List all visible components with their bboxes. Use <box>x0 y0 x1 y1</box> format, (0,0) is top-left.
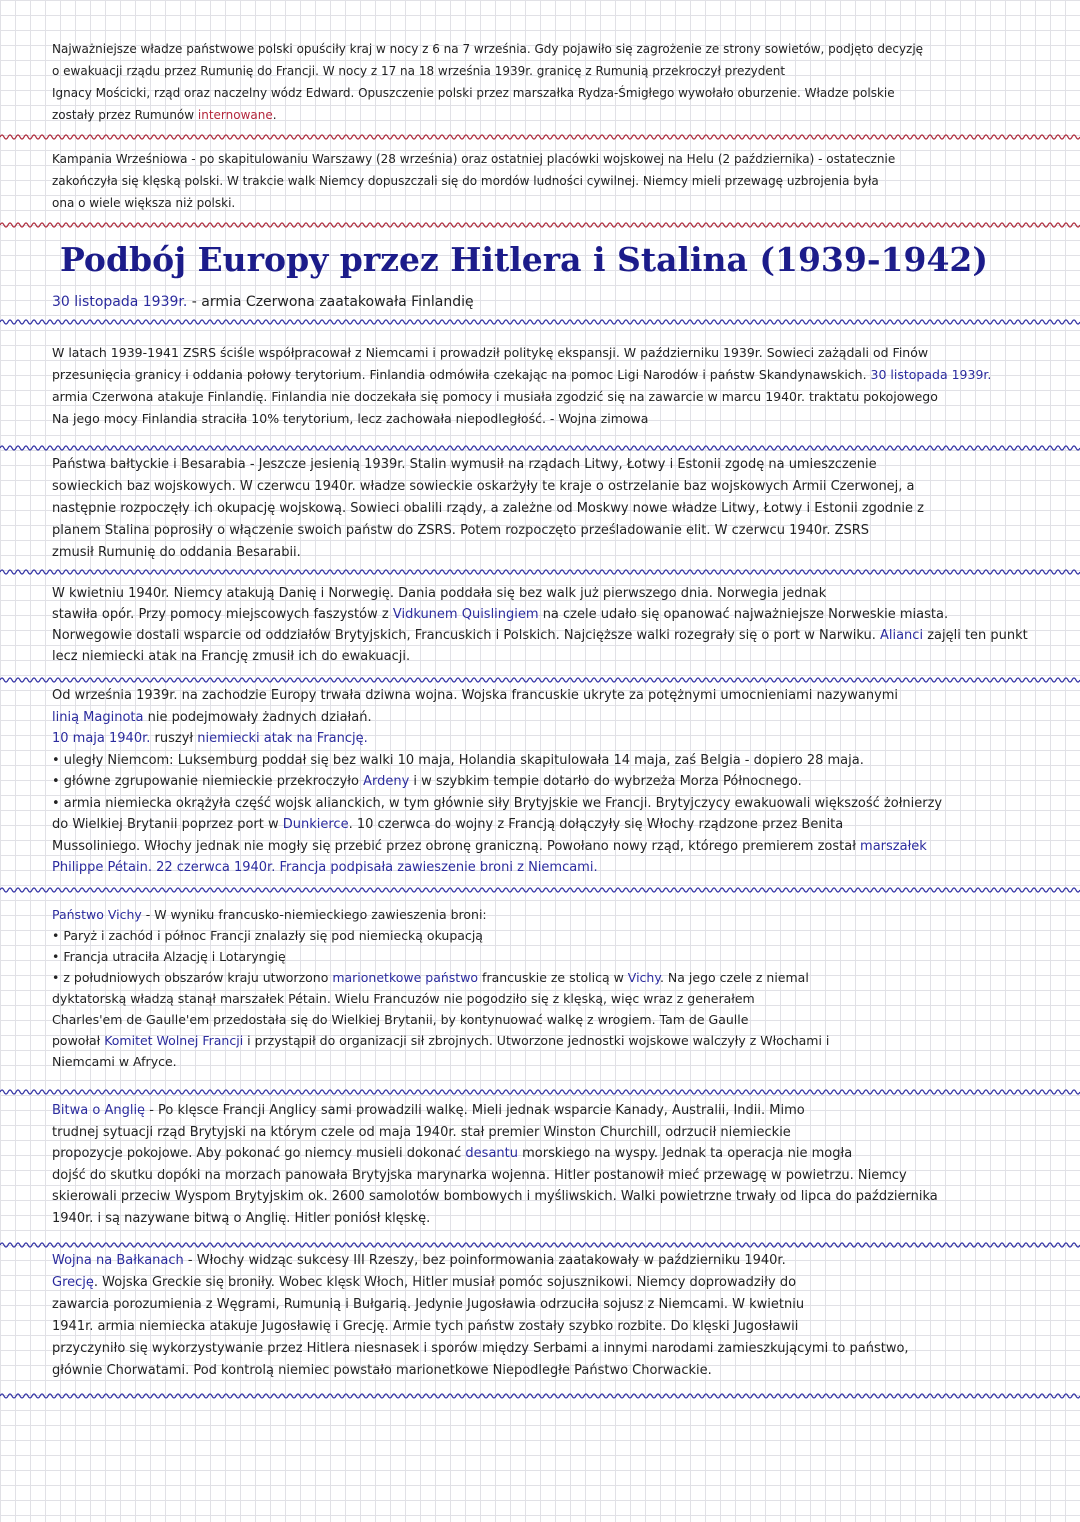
highlighted-term: Ardeny <box>363 774 410 789</box>
section-vichy-state <box>52 904 1062 1072</box>
text-line <box>52 1316 798 1338</box>
text-segment: sowieckich baz wojskowych. W czerwcu 1940r. władze sowieckie oskarżyły te kraje o ostrzelanie baz wojskowych Armii Czerwonej, a <box>52 479 915 494</box>
text-line <box>52 1360 712 1382</box>
text-line <box>52 604 948 625</box>
section-denmark-norway <box>52 583 1062 667</box>
wavy-divider <box>0 444 1080 452</box>
text-segment: • Paryż i zachód i północ Francji znalazły się pod niemiecką okupacją <box>52 928 483 943</box>
text-line <box>52 685 898 707</box>
text-segment: zawarcia porozumienia z Węgrami, Rumunią i Bułgarią. Jedynie Jugosławia odrzuciła sojusz z Niemcami. W kwietniu <box>52 1297 805 1312</box>
text-segment: morskiego na wyspy. Jednak ta operacja nie mogła <box>518 1146 853 1161</box>
highlighted-term: 10 maja 1940r. <box>52 731 151 746</box>
text-line <box>52 707 372 729</box>
text-segment: - armia Czerwona zaatakowała Finlandię <box>187 294 474 310</box>
text-segment: głównie Chorwatami. Pod kontrolą niemiec powstało marionetkowe Niepodległe Państwo Chorwackie. <box>52 1363 712 1378</box>
text-line <box>52 1272 796 1294</box>
text-line <box>52 498 924 520</box>
text-line <box>52 454 877 476</box>
wavy-divider <box>0 676 1080 684</box>
text-line <box>52 814 843 836</box>
wavy-divider <box>0 886 1080 894</box>
text-line <box>52 408 648 430</box>
text-segment: . Na jego czele z niemal <box>659 970 809 985</box>
text-line <box>52 793 942 815</box>
wavy-divider <box>0 568 1080 576</box>
text-segment: zostały przez Rumunów <box>52 108 198 122</box>
text-segment: W kwietniu 1940r. Niemcy atakują Danię i Norwegię. Dania poddała się bez walk już pierwszego dnia. Norwegia jednak <box>52 586 827 601</box>
text-segment: ruszył <box>150 731 198 746</box>
text-segment: 1940r. i są nazywane bitwą o Anglię. Hitler poniósł klęskę. <box>52 1210 431 1226</box>
text-line <box>52 170 879 192</box>
text-line <box>52 148 895 170</box>
text-segment: dyktatorską władzą stanął marszałek Pétain. Wielu Francuzów nie pogodziło się z klęską, więc wraz z generałem <box>52 991 755 1006</box>
text-segment: Na jego mocy Finlandia straciła 10% terytorium, lecz zachowała niepodległość. - Wojna zimowa <box>52 411 649 426</box>
text-segment: nie podejmowały żadnych działań. <box>143 709 372 725</box>
text-line <box>52 1143 852 1165</box>
text-line <box>52 1100 805 1122</box>
text-segment: i w szybkim tempie dotarło do wybrzeża Morza Północnego. <box>409 774 802 789</box>
text-segment: • uległy Niemcom: Luksemburg poddał się bez walki 10 maja, Holandia skapitulowała 14 maja, zaś Belgia - dopiero 28 maja. <box>52 752 864 768</box>
text-line <box>52 1030 829 1051</box>
text-line <box>52 291 474 313</box>
text-segment: o ewakuacji rządu przez Rumunię do Francji. W nocy z 17 na 18 września 1939r. granicę z Rumunią przekroczył prezydent <box>52 64 786 78</box>
highlighted-term: 30 listopada 1939r. <box>870 367 992 382</box>
text-line <box>52 364 991 386</box>
text-segment: powołał <box>52 1033 105 1048</box>
text-line <box>52 1186 938 1208</box>
text-segment: - Po klęsce Francji Anglicy sami prowadzili walkę. Mieli jednak wsparcie Kanady, Australii, Indii. Mimo <box>145 1103 805 1118</box>
text-segment: stawiła opór. Przy pomocy miejscowych faszystów z <box>52 607 393 622</box>
highlighted-term: Państwo Vichy <box>52 907 142 922</box>
text-line <box>52 1338 909 1360</box>
text-segment: • Francja utraciła Alzację i Lotaryngię <box>52 949 286 964</box>
wavy-divider <box>0 221 1080 229</box>
text-segment: na czele udało się opanować najważniejsze Norweskie miasta. <box>538 607 949 622</box>
text-segment: Charles'em de Gaulle'em przedostała się do Wielkiej Brytanii, by kontynuować walkę z wrogiem. Tam de Gaulle <box>52 1012 749 1027</box>
wavy-divider <box>0 318 1080 326</box>
highlighted-term: marszałek <box>860 838 927 854</box>
text-segment: skierowali przeciw Wyspom Brytyjskim ok. 2600 samolotów bombowych i myśliwskich. Walki powietrzne trwały od lipca do października <box>52 1189 938 1204</box>
text-line <box>52 625 1028 646</box>
text-segment: zajęli ten punkt <box>923 628 1028 643</box>
text-line <box>52 646 410 667</box>
text-segment: planem Stalina poprosiły o włączenie swoich państw do ZSRS. Potem rozpoczęto prześladowanie elit. W czerwcu 1940r. ZSRS <box>52 523 870 538</box>
text-segment: Od września 1939r. na zachodzie Europy trwała dziwna wojna. Wojska francuskie ukryte za potężnymi umocnieniami nazywanymi <box>52 688 899 703</box>
text-line <box>52 925 483 946</box>
section-battle-of-britain <box>52 1100 1062 1229</box>
section-balkan-war <box>52 1250 1062 1382</box>
text-segment: armia Czerwona atakuje Finlandię. Finlandia nie doczekała się pomocy i musiała zgodzić się na zawarcie w marcu 1940r. traktatu pokojowego <box>52 389 938 404</box>
highlighted-term: Philippe Pétain. 22 czerwca 1940r. Francja podpisała zawieszenie broni z Niemcami. <box>52 860 598 875</box>
text-line <box>52 386 938 408</box>
section-polish-government-evacuation <box>52 38 1062 126</box>
text-segment: i przystąpił do organizacji sił zbrojnych. Utworzone jednostki wojskowe walczyły z Włochami i <box>243 1033 830 1048</box>
text-segment: przesunięcia granicy i oddania połowy terytorium. Finlandia odmówiła czekając na pomoc Ligi Narodów i państw Skandynawskich. <box>52 367 871 382</box>
highlighted-term: Komitet Wolnej Francji <box>104 1033 244 1048</box>
highlighted-term: linią Maginota <box>52 709 144 725</box>
text-segment: Państwa bałtyckie i Besarabia - Jeszcze jesienią 1939r. Stalin wymusił na rządach Litwy, Łotwy i Estonii zgodę na umieszczenie <box>52 457 877 472</box>
text-segment: propozycje pokojowe. Aby pokonać go niemcy musieli dokonać <box>52 1146 466 1161</box>
section-baltic-states-bessarabia <box>52 454 1062 564</box>
highlighted-term: Bitwa o Anglię <box>52 1103 146 1118</box>
text-segment: - W wyniku francusko-niemieckiego zawieszenia broni: <box>141 907 487 922</box>
text-segment: ona o wiele większa niż polski. <box>52 196 236 210</box>
page-title: Podbój Europy przez Hitlera i Stalina (1939-1942) <box>60 240 989 279</box>
highlighted-term: Vidkunem Quislingiem <box>392 607 539 622</box>
text-segment: . 10 czerwca do wojny z Francją dołączyły się Włochy rządzone przez Benita <box>348 817 844 832</box>
text-line <box>52 38 923 60</box>
text-line <box>52 520 869 542</box>
text-line <box>52 192 235 214</box>
text-segment: Mussoliniego. Włochy jednak nie mogły się przebić przez obronę graniczną. Powołano nowy rząd, którego premierem został <box>52 838 861 854</box>
highlighted-term: desantu <box>465 1146 518 1161</box>
text-line <box>52 1009 748 1030</box>
text-segment: 1941r. armia niemiecka atakuje Jugosławię i Grecję. Armie tych państw zostały szybko rozbite. Do klęski Jugosławii <box>52 1319 799 1334</box>
text-segment: lecz niemiecki atak na Francję zmusił ich do ewakuacji. <box>52 649 411 664</box>
text-line <box>52 946 286 967</box>
text-line <box>52 1250 786 1272</box>
text-segment: francuskie ze stolicą w <box>478 970 628 985</box>
text-segment: przyczyniło się wykorzystywanie przez Hitlera niesnasek i sporów między Serbami a innymi narodami zamieszkującymi to państwo, <box>52 1341 909 1356</box>
text-line <box>52 857 598 879</box>
text-line <box>52 836 927 858</box>
text-line <box>52 988 755 1009</box>
text-segment: . Wojska Greckie się broniły. Wobec klęsk Włoch, Hitler musiał pomóc sojusznikowi. Niemcy doprowadziły do <box>93 1275 797 1290</box>
text-segment: zakończyła się klęską polski. W trakcie walk Niemcy dopuszczali się do mordów ludności cywilnej. Niemcy mieli przewagę uzbrojenia była <box>52 174 879 188</box>
text-line <box>52 728 368 750</box>
highlighted-term: marionetkowe państwo <box>332 970 479 985</box>
text-line <box>52 542 301 564</box>
text-segment: • z południowych obszarów kraju utworzono <box>52 970 333 985</box>
highlighted-term: Vichy <box>627 970 660 985</box>
text-line <box>52 60 785 82</box>
text-segment: do Wielkiej Brytanii poprzez port w <box>52 817 283 832</box>
text-segment: Ignacy Mościcki, rząd oraz naczelny wódz Edward. Opuszczenie polski przez marszałka Rydza-Śmigłego wywołało oburzenie. Władze polskie <box>52 86 895 100</box>
text-segment: zmusił Rumunię do oddania Besarabii. <box>52 545 301 560</box>
highlighted-term: internowane <box>197 108 273 122</box>
text-line <box>52 904 487 925</box>
text-line <box>52 82 895 104</box>
text-segment: dojść do skutku dopóki na morzach panowała Brytyjska marynarka wojenna. Hitler postanowił mieć przewagę w powietrzu. Niemcy <box>52 1167 907 1183</box>
text-segment: następnie rozpoczęły ich okupację wojskową. Sowieci obalili rządy, a zależne od Moskwy nowe władze Litwy, Łotwy i Estonii zgodnie z <box>52 501 924 516</box>
text-segment: • główne zgrupowanie niemieckie przekroczyło <box>52 774 364 789</box>
wavy-divider <box>0 1392 1080 1400</box>
text-line <box>52 1165 907 1187</box>
section-france-campaign <box>52 685 1062 879</box>
text-segment: Norwegowie dostali wsparcie od oddziałów Brytyjskich, Francuskich i Polskich. Najcięższe walki rozegrały się o port w Narwiku. <box>52 628 880 643</box>
highlighted-term: Wojna na Bałkanach <box>52 1253 184 1268</box>
text-line <box>52 104 277 126</box>
wavy-divider <box>0 1241 1080 1249</box>
text-line <box>52 342 928 364</box>
text-segment: - Włochy widząc sukcesy III Rzeszy, bez poinformowania zaatakowały w październiku 1940r. <box>183 1253 786 1268</box>
text-line <box>52 1208 430 1230</box>
text-segment: . <box>272 108 277 122</box>
wavy-divider <box>0 1088 1080 1096</box>
wavy-divider <box>0 133 1080 141</box>
text-segment: Niemcami w Afryce. <box>52 1054 177 1069</box>
text-segment: Kampania Wrześniowa - po skapitulowaniu Warszawy (28 września) oraz ostatniej placówki wojskowej na Helu (2 października) - ostatecznie <box>52 152 896 166</box>
text-segment: • armia niemiecka okrążyła część wojsk alianckich, w tym głównie siły Brytyjskie we Francji. Brytyjczycy ewakuowali większość żołnierzy <box>52 795 943 811</box>
text-line <box>52 1122 791 1144</box>
text-line <box>52 771 802 793</box>
section-subtitle-finland <box>52 291 1062 313</box>
text-line <box>52 967 809 988</box>
text-segment: trudnej sytuacji rząd Brytyjski na którym czele od maja 1940r. stał premier Winston Churchill, odrzucił niemieckie <box>52 1124 791 1140</box>
section-winter-war <box>52 342 1062 430</box>
text-line <box>52 583 826 604</box>
highlighted-term: Alianci <box>879 628 924 643</box>
section-september-campaign <box>52 148 1062 214</box>
highlighted-term: 30 listopada 1939r. <box>52 294 188 310</box>
highlighted-term: niemiecki atak na Francję. <box>197 731 368 746</box>
highlighted-term: Grecję <box>52 1275 94 1290</box>
text-segment: Najważniejsze władze państwowe polski opuściły kraj w nocy z 6 na 7 września. Gdy pojawiło się zagrożenie ze strony sowietów, podjęto decyzję <box>52 42 924 56</box>
text-line <box>52 1051 177 1072</box>
text-segment: W latach 1939-1941 ZSRS ściśle współpracował z Niemcami i prowadził politykę ekspansji. W październiku 1939r. Sowieci zażądali od Finów <box>52 345 929 360</box>
text-line <box>52 476 915 498</box>
highlighted-term: Dunkierce <box>282 817 349 832</box>
text-line <box>52 750 864 772</box>
text-line <box>52 1294 804 1316</box>
